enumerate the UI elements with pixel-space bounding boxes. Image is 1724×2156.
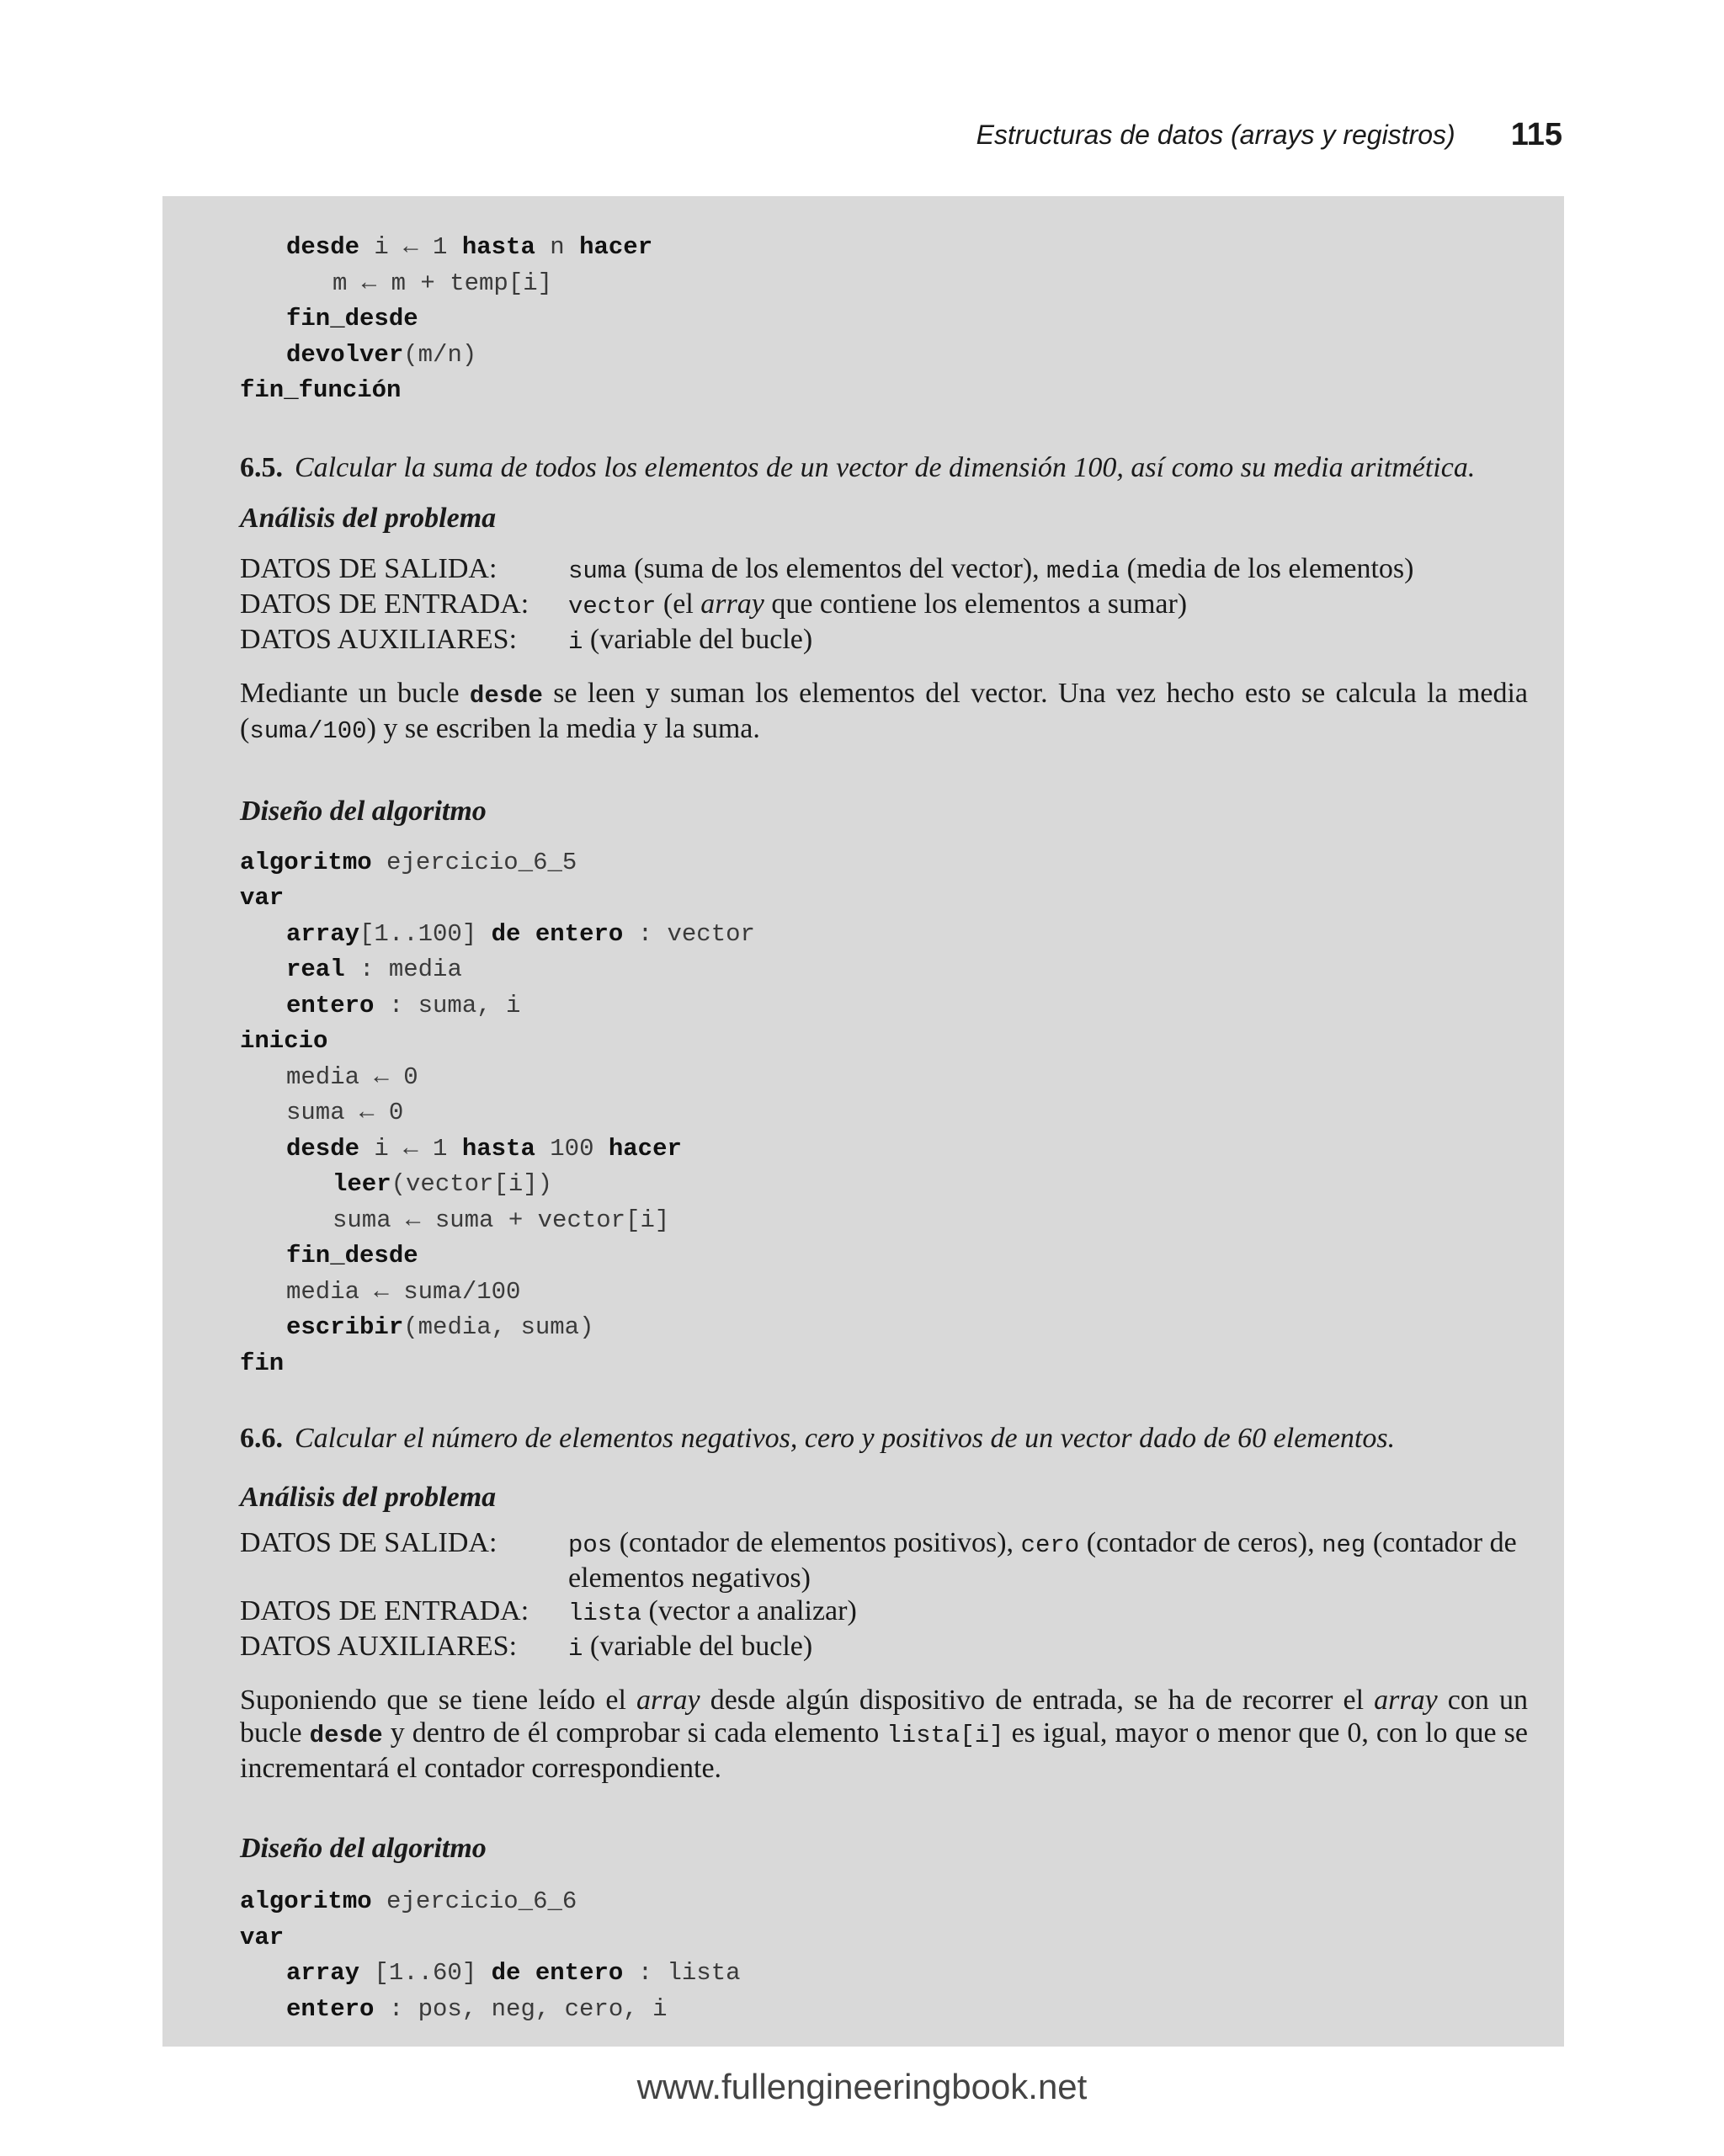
output-data-row: DATOS DE SALIDA: suma (suma de los elementos del vector), media (media de los elementos) xyxy=(240,552,1414,585)
algorithm-code-6-6: algoritmo ejercicio_6_6 var array [1..60] de entero : lista entero : pos, neg, cero, i xyxy=(240,1887,741,2023)
analysis-heading: Análisis del problema xyxy=(240,1482,497,1513)
output-data-row: DATOS DE SALIDA: pos (contador de elementos positivos), cero (contador de ceros), neg (contador de elementos negativos) xyxy=(240,1527,1517,1594)
input-data-row: DATOS DE ENTRADA: vector (el array que contiene los elementos a sumar) xyxy=(240,588,1188,620)
design-heading: Diseño del algoritmo xyxy=(240,1833,487,1864)
input-data-row: DATOS DE ENTRADA: lista (vector a analizar) xyxy=(240,1595,857,1627)
running-head xyxy=(842,109,1562,160)
code-block-top: desde i ← 1 hasta n hacer m ← m + temp[i] fin_desde devolver(m/n) fin_función xyxy=(240,233,653,404)
page-content xyxy=(240,196,1528,2027)
analysis-paragraph: Mediante un bucle desde se leen y suman los elementos del vector. Una vez hecho esto se calcula la media (suma/100) y se escriben la media y la suma. xyxy=(240,677,1528,745)
data-definitions xyxy=(240,552,1528,658)
watermark-url: www.fullengineeringbook.net xyxy=(636,2067,1088,2106)
data-definitions xyxy=(240,1526,1528,1665)
analysis-heading: Análisis del problema xyxy=(240,502,497,534)
exercise-6-6-title: 6.6. Calcular el número de elementos negativos, cero y positivos de un vector dado de 60 elementos. xyxy=(240,1423,1396,1454)
running-title: Estructuras de datos (arrays y registros) xyxy=(976,119,1455,150)
design-heading: Diseño del algoritmo xyxy=(240,795,487,827)
analysis-paragraph: Suponiendo que se tiene leído el array desde algún dispositivo de entrada, se ha de recorrer el array con un bucle desde y dentro de él comprobar si cada elemento lista[i] es igual, mayor o menor que 0, con lo que se incrementará el contador correspondiente. xyxy=(240,1685,1528,1784)
aux-data-row: DATOS AUXILIARES: i (variable del bucle) xyxy=(240,1631,813,1663)
page-number: 115 xyxy=(1510,116,1562,152)
aux-data-row: DATOS AUXILIARES: i (variable del bucle) xyxy=(240,623,813,656)
algorithm-code-6-5: algoritmo ejercicio_6_5 var array[1..100] de entero : vector real : media entero : suma, i inicio media ← 0 suma ← 0 desde i ← 1 hasta 100 hacer leer(vector[i]) suma ← suma + vector[i] fin_desde media ← suma/100 escribir(media, suma) fin xyxy=(240,848,755,1377)
exercise-6-5-title: 6.5. Calcular la suma de todos los elementos de un vector de dimensión 100, así como su media aritmética. xyxy=(240,451,1476,483)
